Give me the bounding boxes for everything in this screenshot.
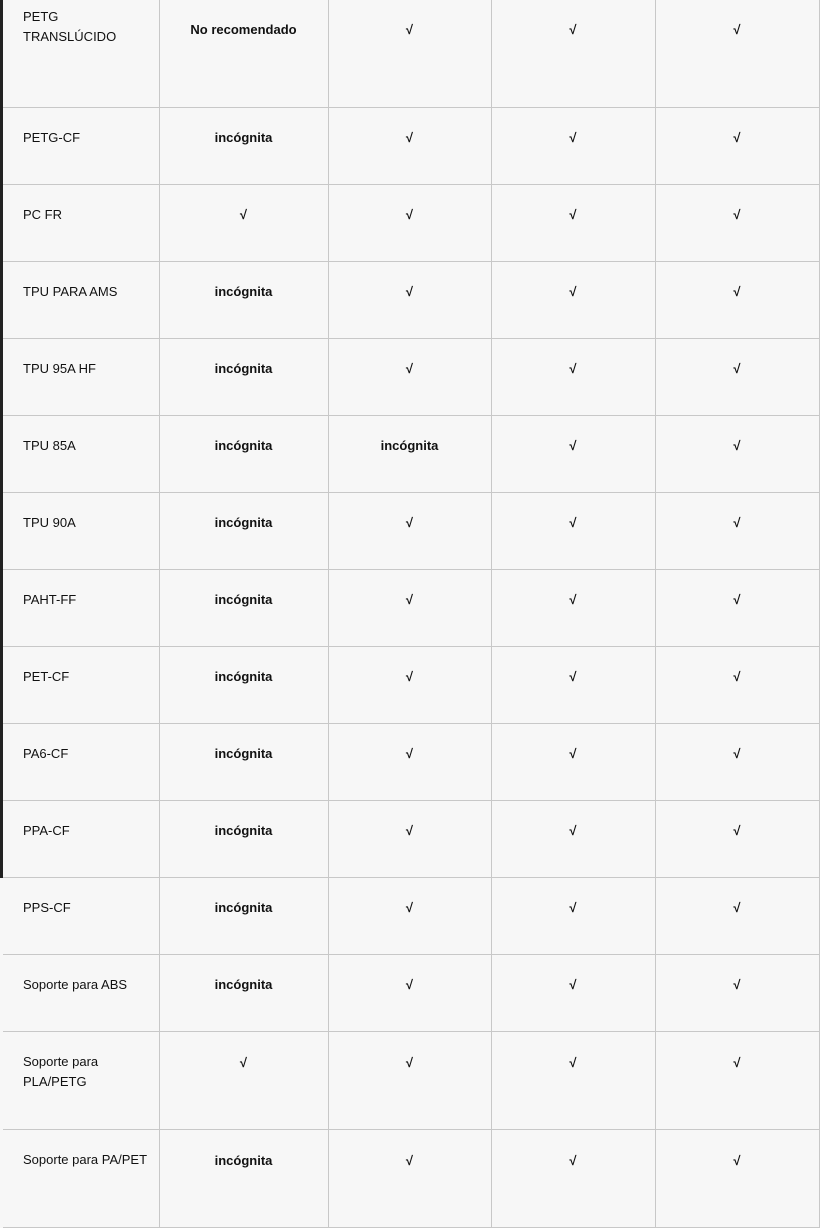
compat-cell: No recomendado bbox=[159, 0, 328, 108]
compat-cell: √ bbox=[491, 339, 655, 416]
table-row bbox=[3, 878, 819, 955]
material-cell: Soporte para PA/PET bbox=[3, 1130, 159, 1228]
material-cell: PPA-CF bbox=[3, 801, 159, 878]
compat-cell: √ bbox=[491, 416, 655, 493]
compat-cell: √ bbox=[491, 878, 655, 955]
compat-cell: incógnita bbox=[159, 570, 328, 647]
compat-cell: √ bbox=[655, 878, 819, 955]
material-cell: TPU 90A bbox=[3, 493, 159, 570]
compat-cell: incógnita bbox=[159, 493, 328, 570]
compat-cell: √ bbox=[655, 416, 819, 493]
compat-cell: √ bbox=[328, 724, 491, 801]
compat-cell: √ bbox=[491, 0, 655, 108]
compat-cell: √ bbox=[491, 724, 655, 801]
compat-cell: √ bbox=[159, 185, 328, 262]
table-row bbox=[3, 108, 819, 185]
material-cell: PAHT-FF bbox=[3, 570, 159, 647]
compat-cell: √ bbox=[328, 339, 491, 416]
compat-cell: incógnita bbox=[159, 955, 328, 1032]
compat-cell: √ bbox=[491, 185, 655, 262]
material-cell: TPU 95A HF bbox=[3, 339, 159, 416]
compat-cell: √ bbox=[491, 262, 655, 339]
table-row bbox=[3, 0, 819, 108]
compat-cell: √ bbox=[655, 339, 819, 416]
compat-cell: √ bbox=[655, 570, 819, 647]
compat-cell: √ bbox=[655, 0, 819, 108]
table-row bbox=[3, 801, 819, 878]
material-cell: Soporte para PLA/PETG bbox=[3, 1032, 159, 1130]
compat-cell: √ bbox=[655, 647, 819, 724]
compat-cell: √ bbox=[328, 262, 491, 339]
compat-cell: √ bbox=[328, 185, 491, 262]
compat-cell: incógnita bbox=[159, 1130, 328, 1228]
compat-cell: √ bbox=[491, 801, 655, 878]
material-cell: TPU PARA AMS bbox=[3, 262, 159, 339]
table-row bbox=[3, 262, 819, 339]
compat-cell: √ bbox=[159, 1032, 328, 1130]
compat-cell: √ bbox=[491, 647, 655, 724]
material-cell: PET-CF bbox=[3, 647, 159, 724]
compat-cell: √ bbox=[328, 1032, 491, 1130]
compat-cell: incógnita bbox=[159, 724, 328, 801]
compat-cell: incógnita bbox=[159, 339, 328, 416]
compat-cell: √ bbox=[328, 108, 491, 185]
compatibility-table bbox=[3, 0, 820, 1228]
material-cell: PETG TRANSLÚCIDO bbox=[3, 0, 159, 108]
material-cell: TPU 85A bbox=[3, 416, 159, 493]
compat-cell: incógnita bbox=[159, 416, 328, 493]
material-cell: PPS-CF bbox=[3, 878, 159, 955]
table-row bbox=[3, 724, 819, 801]
compat-cell: incógnita bbox=[328, 416, 491, 493]
compat-cell: √ bbox=[328, 493, 491, 570]
compat-cell: √ bbox=[655, 955, 819, 1032]
table-row bbox=[3, 1032, 819, 1130]
compat-cell: incógnita bbox=[159, 801, 328, 878]
compat-cell: √ bbox=[655, 108, 819, 185]
compat-cell: √ bbox=[655, 185, 819, 262]
compat-cell: √ bbox=[328, 570, 491, 647]
table-row bbox=[3, 647, 819, 724]
table-row bbox=[3, 955, 819, 1032]
compat-cell: √ bbox=[491, 1130, 655, 1228]
compat-cell: √ bbox=[655, 1032, 819, 1130]
compat-cell: √ bbox=[655, 493, 819, 570]
compat-cell: √ bbox=[491, 493, 655, 570]
table-row bbox=[3, 185, 819, 262]
compat-cell: √ bbox=[328, 1130, 491, 1228]
compat-cell: √ bbox=[328, 0, 491, 108]
compat-cell: √ bbox=[328, 647, 491, 724]
compat-cell: incógnita bbox=[159, 878, 328, 955]
compat-cell: √ bbox=[328, 878, 491, 955]
compat-cell: √ bbox=[655, 724, 819, 801]
compat-cell: √ bbox=[491, 108, 655, 185]
material-cell: PA6-CF bbox=[3, 724, 159, 801]
compat-cell: √ bbox=[491, 1032, 655, 1130]
compat-cell: √ bbox=[655, 262, 819, 339]
material-cell: PETG-CF bbox=[3, 108, 159, 185]
compat-cell: √ bbox=[328, 955, 491, 1032]
material-cell: Soporte para ABS bbox=[3, 955, 159, 1032]
compat-cell: incógnita bbox=[159, 647, 328, 724]
table-row bbox=[3, 493, 819, 570]
table-row bbox=[3, 570, 819, 647]
table-row bbox=[3, 339, 819, 416]
compat-cell: √ bbox=[328, 801, 491, 878]
compat-cell: √ bbox=[491, 955, 655, 1032]
compat-cell: √ bbox=[491, 570, 655, 647]
compat-cell: incógnita bbox=[159, 262, 328, 339]
table-row bbox=[3, 1130, 819, 1228]
compat-cell: incógnita bbox=[159, 108, 328, 185]
compat-cell: √ bbox=[655, 801, 819, 878]
compat-cell: √ bbox=[655, 1130, 819, 1228]
table-row bbox=[3, 416, 819, 493]
material-cell: PC FR bbox=[3, 185, 159, 262]
